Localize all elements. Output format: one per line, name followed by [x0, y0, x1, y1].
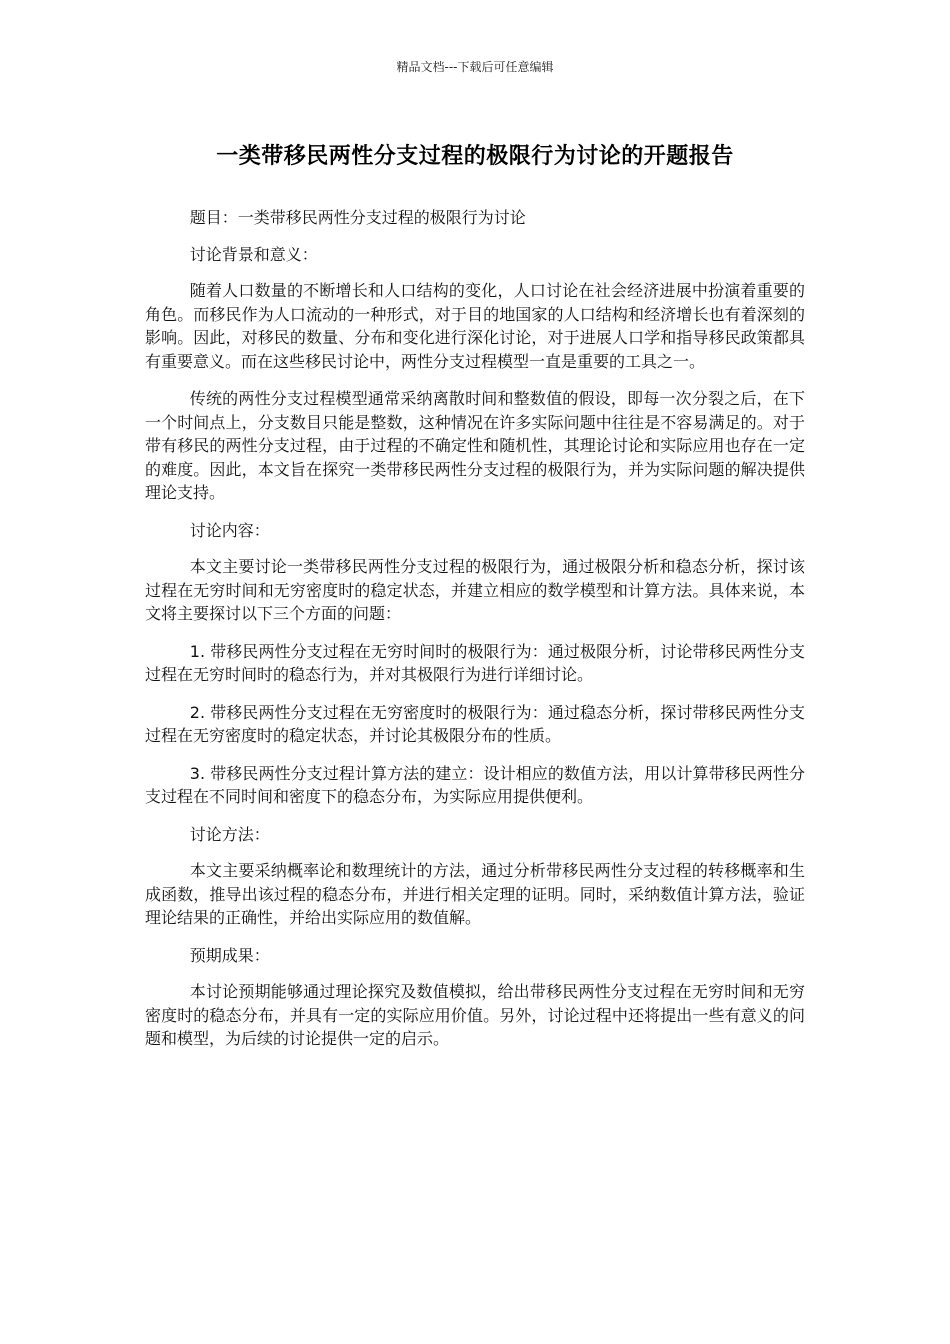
outcome-paragraph: 本讨论预期能够通过理论探究及数值模拟，给出带移民两性分支过程在无穷时间和无穷密度时的稳态分布，并具有一定的实际应用价值。另外，讨论过程中还将提出一些有意义的问题和模型，为后续的讨论提供一定的启示。	[145, 982, 805, 1048]
document-title: 一类带移民两性分支过程的极限行为讨论的开题报告	[216, 144, 734, 169]
method-paragraph: 本文主要采纳概率论和数理统计的方法，通过分析带移民两性分支过程的转移概率和生成函数，推导出该过程的稳态分布，并进行相关定理的证明。同时，采纳数值计算方法，验证理论结果的正确性，并给出实际应用的数值解。	[145, 861, 805, 927]
background-paragraph-2: 传统的两性分支过程模型通常采纳离散时间和整数值的假设，即每一次分裂之后，在下一个时间点上，分支数目只能是整数，这种情况在许多实际问题中往往是不容易满足的。对于带有移民的两性分支过程，由于过程的不确定性和随机性，其理论讨论和实际应用也存在一定的难度。因此，本文旨在探究一类带移民两性分支过程的极限行为，并为实际问题的解决提供理论支持。	[145, 389, 805, 502]
section-heading-background: 讨论背景和意义：	[189, 244, 318, 264]
section-heading-method: 讨论方法：	[189, 824, 270, 844]
content-item-2: 2. 带移民两性分支过程在无穷密度时的极限行为：通过稳态分析，探讨带移民两性分支过程在无穷密度时的稳定状态，并讨论其极限分布的性质。	[145, 702, 805, 745]
header-note: 精品文档---下载后可任意编辑	[396, 60, 554, 74]
content-paragraph: 本文主要讨论一类带移民两性分支过程的极限行为，通过极限分析和稳态分析，探讨该过程在无穷时间和无穷密度时的稳定状态，并建立相应的数学模型和计算方法。具体来说，本文将主要探讨以下三个方面的问题：	[145, 557, 805, 623]
background-paragraph-1: 随着人口数量的不断增长和人口结构的变化，人口讨论在社会经济进展中扮演着重要的角色。而移民作为人口流动的一种形式，对于目的地国家的人口结构和经济增长也有着深刻的影响。因此，对移民的数量、分布和变化进行深化讨论，对于进展人口学和指导移民政策都具有重要意义。而在这些移民讨论中，两性分支过程模型一直是重要的工具之一。	[145, 281, 805, 371]
topic-line: 题目：一类带移民两性分支过程的极限行为讨论	[189, 208, 526, 227]
content-item-3: 3. 带移民两性分支过程计算方法的建立：设计相应的数值方法，用以计算带移民两性分支过程在不同时间和密度下的稳态分布，为实际应用提供便利。	[145, 763, 805, 806]
section-heading-content: 讨论内容：	[189, 520, 270, 540]
content-item-1: 1. 带移民两性分支过程在无穷时间时的极限行为：通过极限分析，讨论带移民两性分支过程在无穷时间时的稳态行为，并对其极限行为进行详细讨论。	[145, 641, 805, 684]
section-heading-outcome: 预期成果：	[189, 945, 270, 965]
document-body	[145, 206, 805, 1065]
